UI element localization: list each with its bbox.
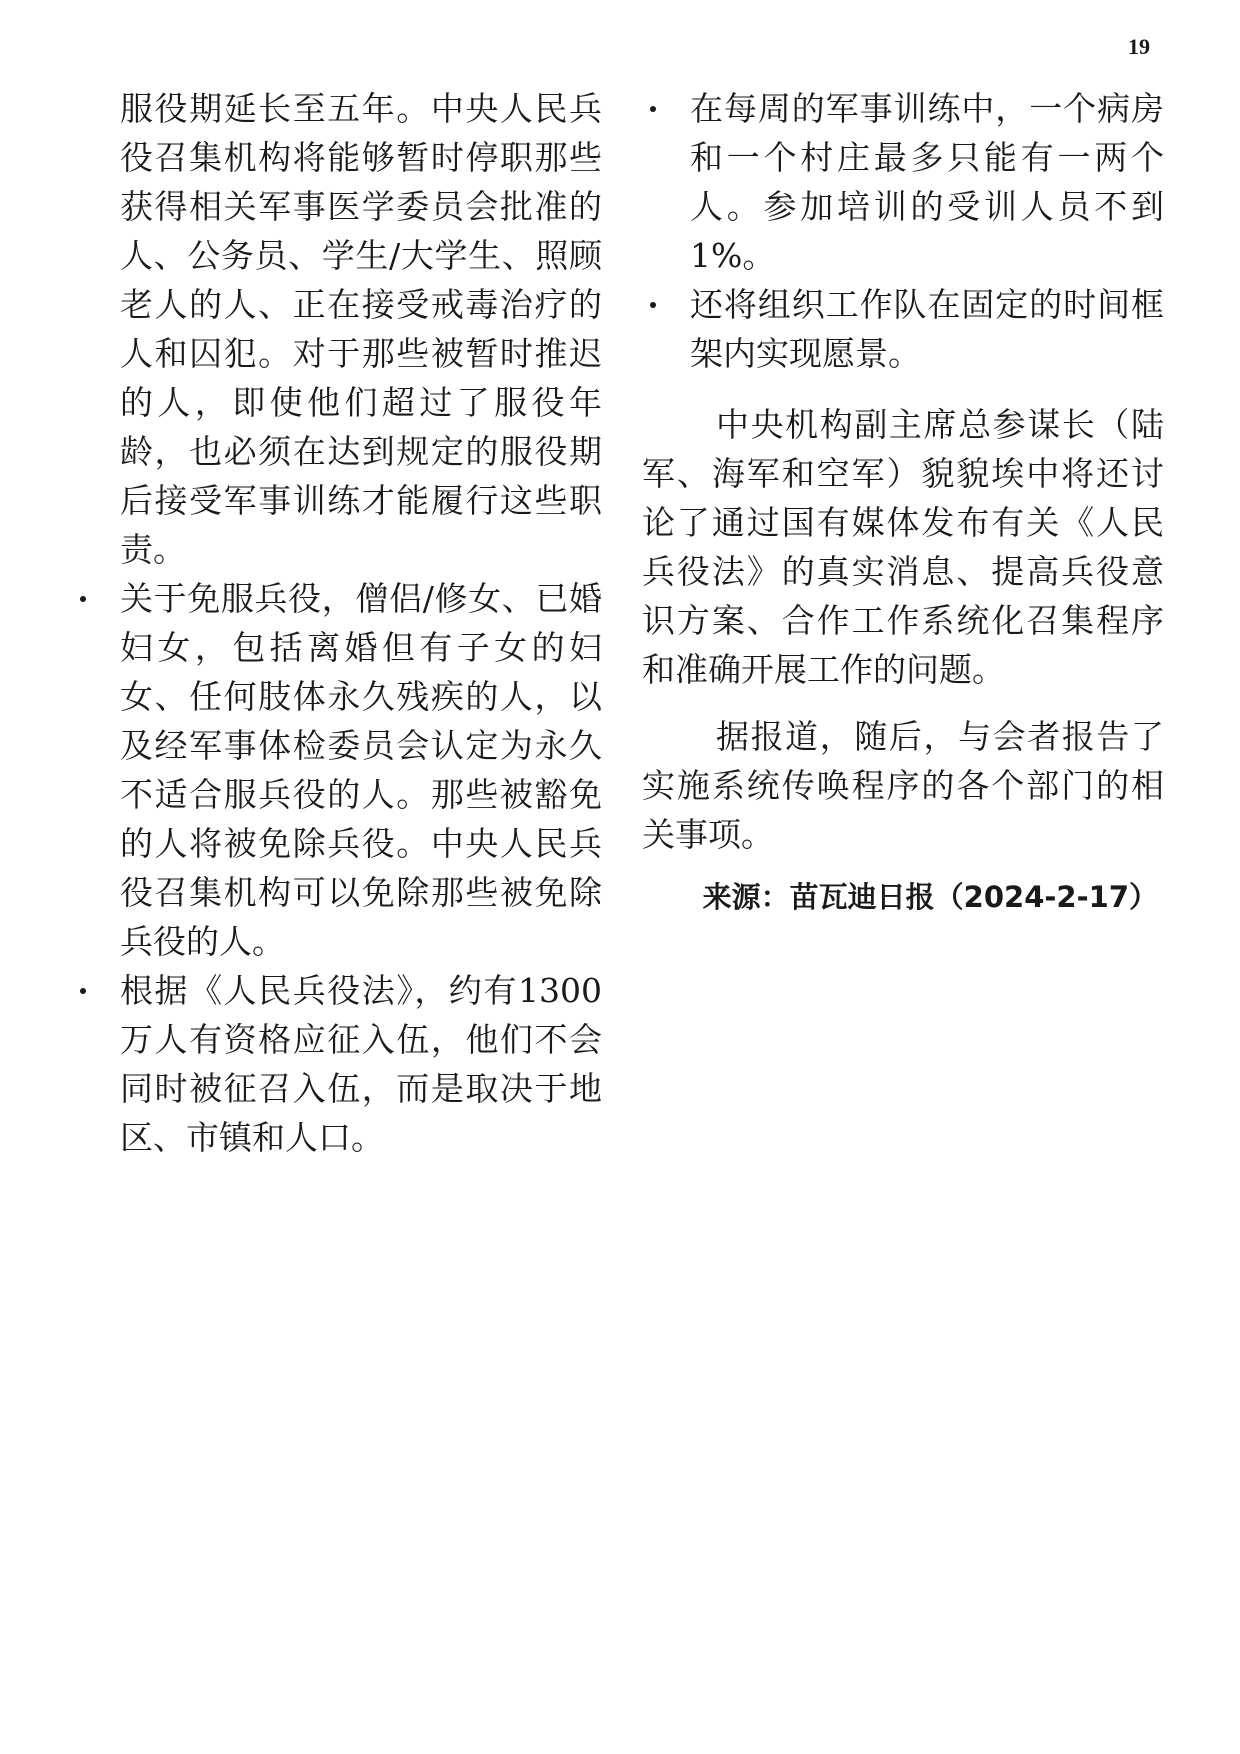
bullet-icon	[650, 302, 656, 308]
source-citation: 来源：苗瓦迪日报（2024-2-17）	[702, 880, 1158, 914]
bullet-icon	[80, 596, 86, 602]
body-paragraph: 中央机构副主席总参谋长（陆军、海军和空军）貌貌埃中将还讨论了通过国有媒体发布有关《人民兵役法》的真实消息、提高兵役意识方案、合作工作系统化召集程序和准确开展工作的问题。	[642, 405, 1164, 689]
right-column	[642, 84, 1164, 922]
left-column	[72, 84, 602, 1162]
list-item	[642, 84, 1164, 280]
list-item-text: 根据《人民兵役法》，约有1300万人有资格应征入伍，他们不会同时被征召入伍，而是取决于地区、市镇和人口。	[120, 971, 602, 1157]
list-item-text: 还将组织工作队在固定的时间框架内实现愿景。	[690, 285, 1164, 373]
body-paragraph: 据报道，随后，与会者报告了实施系统传唤程序的各个部门的相关事项。	[642, 717, 1164, 854]
list-item-text: 关于免服兵役，僧侣/修女、已婚妇女，包括离婚但有子女的妇女、任何肢体永久残疾的人，以及经军事体检委员会认定为永久不适合服兵役的人。那些被豁免的人将被免除兵役。中央人民兵役召集机构可以免除那些被免除兵役的人。	[120, 579, 602, 961]
bullet-icon	[650, 106, 656, 112]
list-item	[642, 280, 1164, 378]
page-number: 19	[1128, 34, 1150, 59]
list-item	[72, 574, 602, 966]
bullet-icon	[80, 988, 86, 994]
continued-paragraph: 服役期延长至五年。中央人民兵役召集机构将能够暂时停职那些获得相关军事医学委员会批准的人、公务员、学生/大学生、照顾老人的人、正在接受戒毒治疗的人和囚犯。对于那些被暂时推迟的人，即使他们超过了服役年龄，也必须在达到规定的服役期后接受军事训练才能履行这些职责。	[120, 89, 602, 569]
list-item	[72, 966, 602, 1162]
list-item-text: 在每周的军事训练中，一个病房和一个村庄最多只能有一两个人。参加培训的受训人员不到1%。	[690, 89, 1164, 275]
